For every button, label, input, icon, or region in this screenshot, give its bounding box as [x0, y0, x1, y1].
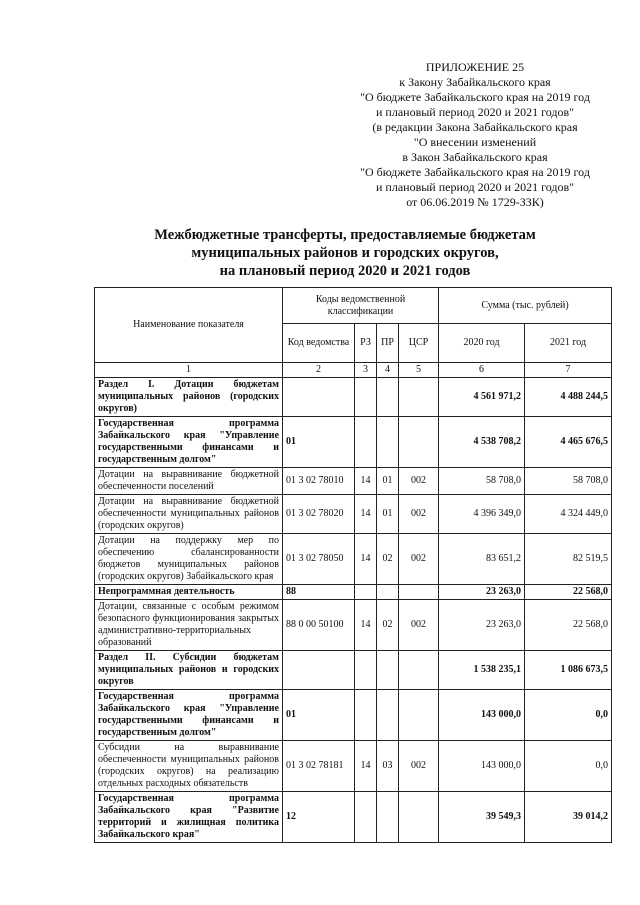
table-row [95, 651, 612, 690]
row-rz-cell [355, 792, 377, 843]
row-2020-value-cell: 83 651,2 [439, 534, 525, 585]
row-pr-cell [377, 585, 399, 600]
row-rz-cell [355, 378, 377, 417]
row-name-cell: Раздел I. Дотации бюджетам муниципальных районов (городских округов) [95, 378, 283, 417]
column-number: 6 [439, 363, 525, 378]
row-dept-code-cell: 01 3 02 78181 [283, 741, 355, 792]
title-line: муниципальных районов и городских округов, [191, 245, 499, 261]
row-2020-value-cell: 1 538 235,1 [439, 651, 525, 690]
row-csr-cell [399, 792, 439, 843]
row-2020-value-cell: 4 538 708,2 [439, 417, 525, 468]
row-csr-cell [399, 378, 439, 417]
title-line: на плановый период 2020 и 2021 годов [219, 263, 471, 279]
header-sum: Сумма (тыс. рублей) [439, 288, 612, 324]
row-name-cell: Государственная программа Забайкальского края "Развитие территорий и жилищная политика Забайкальского края" [95, 792, 283, 843]
title-line: Межбюджетные трансферты, предоставляемые бюджетам [154, 227, 536, 243]
header-line: "О внесении изменений [413, 135, 537, 149]
row-name-cell: Дотации на выравнивание бюджетной обеспеченности муниципальных районов (городских округов) [95, 495, 283, 534]
row-2020-value-cell: 143 000,0 [439, 741, 525, 792]
header-line: ПРИЛОЖЕНИЕ 25 [425, 60, 525, 74]
row-2020-value-cell: 4 396 349,0 [439, 495, 525, 534]
row-2021-value-cell: 4 465 676,5 [525, 417, 612, 468]
column-number: 7 [525, 363, 612, 378]
header-line: "О бюджете Забайкальского края на 2019 год [360, 165, 590, 179]
row-dept-code-cell: 12 [283, 792, 355, 843]
row-pr-cell [377, 378, 399, 417]
table-body [95, 378, 612, 843]
header-rz: РЗ [355, 324, 377, 363]
table-row [95, 741, 612, 792]
row-csr-cell [399, 417, 439, 468]
row-2020-value-cell: 39 549,3 [439, 792, 525, 843]
row-name-cell: Государственная программа Забайкальского края "Управление государственными финансами и государственным долгом" [95, 417, 283, 468]
row-dept-code-cell: 01 3 02 78010 [283, 468, 355, 495]
row-pr-cell [377, 792, 399, 843]
column-numbers-row [95, 363, 612, 378]
row-2021-value-cell: 22 568,0 [525, 585, 612, 600]
row-csr-cell [399, 690, 439, 741]
row-pr-cell: 01 [377, 468, 399, 495]
row-rz-cell: 14 [355, 741, 377, 792]
column-number: 3 [355, 363, 377, 378]
header-line: и плановый период 2020 и 2021 годов" [375, 180, 575, 194]
row-dept-code-cell [283, 651, 355, 690]
row-pr-cell [377, 417, 399, 468]
header-dept: Код ведомства [283, 324, 355, 363]
row-rz-cell [355, 417, 377, 468]
header-2021: 2021 год [525, 324, 612, 363]
row-2020-value-cell: 4 561 971,2 [439, 378, 525, 417]
row-dept-code-cell: 88 0 00 50100 [283, 600, 355, 651]
table-row [95, 792, 612, 843]
table-row [95, 600, 612, 651]
header-pr: ПР [377, 324, 399, 363]
header-line: в Закон Забайкальского края [402, 150, 548, 164]
row-pr-cell [377, 690, 399, 741]
row-2020-value-cell: 58 708,0 [439, 468, 525, 495]
transfers-table [94, 287, 612, 843]
row-name-cell: Непрограммная деятельность [95, 585, 283, 600]
row-2021-value-cell: 39 014,2 [525, 792, 612, 843]
header-line: и плановый период 2020 и 2021 годов" [375, 105, 575, 119]
row-csr-cell: 002 [399, 534, 439, 585]
table-row [95, 690, 612, 741]
row-dept-code-cell: 01 3 02 78050 [283, 534, 355, 585]
row-2021-value-cell: 22 568,0 [525, 600, 612, 651]
row-name-cell: Субсидии на выравнивание обеспеченности муниципальных районов (городских округов) на реализацию отдельных расходных обязательств [95, 741, 283, 792]
header-name: Наименование показателя [95, 288, 283, 363]
row-2021-value-cell: 82 519,5 [525, 534, 612, 585]
row-rz-cell: 14 [355, 468, 377, 495]
row-dept-code-cell: 88 [283, 585, 355, 600]
header-line: "О бюджете Забайкальского края на 2019 год [360, 90, 590, 104]
row-rz-cell: 14 [355, 495, 377, 534]
row-2021-value-cell: 0,0 [525, 690, 612, 741]
column-number: 4 [377, 363, 399, 378]
row-pr-cell: 02 [377, 534, 399, 585]
header-codes: Коды ведомственной классификации [283, 288, 439, 324]
row-pr-cell: 01 [377, 495, 399, 534]
row-rz-cell: 14 [355, 534, 377, 585]
header-line: от 06.06.2019 № 1729-ЗЗК) [406, 195, 544, 209]
table-row [95, 495, 612, 534]
row-2021-value-cell: 0,0 [525, 741, 612, 792]
row-rz-cell [355, 651, 377, 690]
column-number: 2 [283, 363, 355, 378]
row-name-cell: Дотации на поддержку мер по обеспечению сбалансированности бюджетов муниципальных районов (городских округов) Забайкальского края [95, 534, 283, 585]
row-2021-value-cell: 1 086 673,5 [525, 651, 612, 690]
document-title [110, 226, 580, 280]
row-2021-value-cell: 4 488 244,5 [525, 378, 612, 417]
row-rz-cell [355, 690, 377, 741]
row-pr-cell [377, 651, 399, 690]
row-dept-code-cell [283, 378, 355, 417]
header-2020: 2020 год [439, 324, 525, 363]
column-number: 5 [399, 363, 439, 378]
row-rz-cell [355, 585, 377, 600]
header-csr: ЦСР [399, 324, 439, 363]
header-line: к Закону Забайкальского края [399, 75, 551, 89]
row-name-cell: Государственная программа Забайкальского края "Управление государственными финансами и государственным долгом" [95, 690, 283, 741]
row-csr-cell: 002 [399, 741, 439, 792]
row-rz-cell: 14 [355, 600, 377, 651]
appendix-header [330, 60, 620, 210]
row-dept-code-cell: 01 [283, 690, 355, 741]
row-2020-value-cell: 23 263,0 [439, 600, 525, 651]
row-csr-cell: 002 [399, 600, 439, 651]
row-dept-code-cell: 01 [283, 417, 355, 468]
row-csr-cell [399, 651, 439, 690]
row-name-cell: Раздел II. Субсидии бюджетам муниципальных районов и городских округов [95, 651, 283, 690]
table-row [95, 468, 612, 495]
table-row [95, 534, 612, 585]
row-csr-cell [399, 585, 439, 600]
row-name-cell: Дотации на выравнивание бюджетной обеспеченности поселений [95, 468, 283, 495]
table-row [95, 585, 612, 600]
row-csr-cell: 002 [399, 468, 439, 495]
row-2021-value-cell: 58 708,0 [525, 468, 612, 495]
column-number: 1 [95, 363, 283, 378]
row-dept-code-cell: 01 3 02 78020 [283, 495, 355, 534]
table-row [95, 378, 612, 417]
row-name-cell: Дотации, связанные с особым режимом безопасного функционирования закрытых административно-территориальных образований [95, 600, 283, 651]
row-2021-value-cell: 4 324 449,0 [525, 495, 612, 534]
row-2020-value-cell: 23 263,0 [439, 585, 525, 600]
row-csr-cell: 002 [399, 495, 439, 534]
row-pr-cell: 03 [377, 741, 399, 792]
table-row [95, 417, 612, 468]
row-2020-value-cell: 143 000,0 [439, 690, 525, 741]
header-line: (в редакции Закона Забайкальского края [372, 120, 578, 134]
row-pr-cell: 02 [377, 600, 399, 651]
